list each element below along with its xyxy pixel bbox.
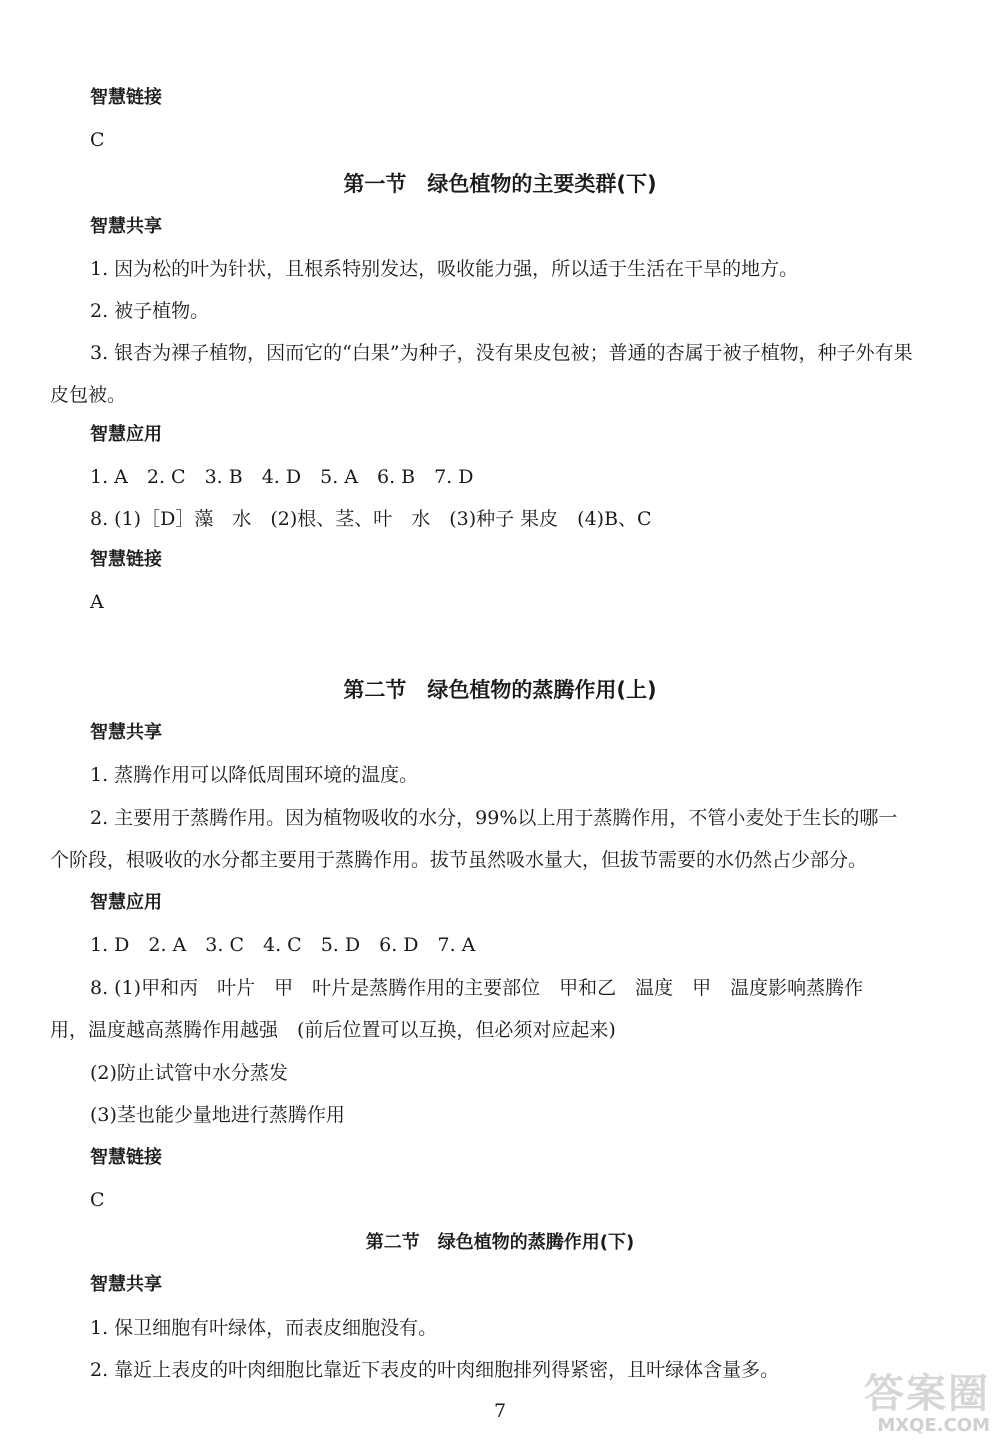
section-title: 第二节 绿色植物的蒸腾作用(下) [365, 1232, 635, 1253]
answer-text: 8. (1)甲和丙 叶片 甲 叶片是蒸腾作用的主要部位 甲和乙 温度 甲 温度影响蒸腾作 [90, 977, 864, 999]
answer-text: 1. 保卫细胞有叶绿体，而表皮细胞没有。 [90, 1317, 438, 1339]
answer-text: 皮包被。 [50, 384, 127, 406]
answer-text: 2. 靠近上表皮的叶肉细胞比靠近下表皮的叶肉细胞排列得紧密，且叶绿体含量多。 [90, 1359, 780, 1381]
section-heading-apply: 智慧应用 [90, 424, 162, 445]
answer-text: 个阶段，根吸收的水分都主要用于蒸腾作用。拔节虽然吸水量大，但拔节需要的水仍然占少部分。 [50, 849, 868, 871]
answer-text: 用，温度越高蒸腾作用越强 (前后位置可以互换，但必须对应起来) [50, 1019, 616, 1041]
answer-text: 1. D 2. A 3. C 4. C 5. D 6. D 7. A [90, 934, 476, 956]
answer-text: 1. A 2. C 3. B 4. D 5. A 6. B 7. D [90, 466, 474, 488]
answer-text: (2)防止试管中水分蒸发 [90, 1062, 288, 1084]
answer-text: 1. 因为松的叶为针状，且根系特别发达，吸收能力强，所以适于生活在干旱的地方。 [90, 258, 799, 280]
watermark [810, 1372, 990, 1438]
answer-text: C [90, 1189, 105, 1211]
section-heading-link: 智慧链接 [90, 549, 162, 570]
answer-text: C [90, 129, 105, 151]
section-heading-share: 智慧共享 [90, 722, 162, 743]
answer-text: A [90, 591, 104, 613]
answer-text: 8. (1)［D］藻 水 (2)根、茎、叶 水 (3)种子 果皮 (4)B、C [90, 508, 652, 530]
answer-text: 2. 被子植物。 [90, 300, 210, 322]
answer-text: 1. 蒸腾作用可以降低周围环境的温度。 [90, 764, 419, 786]
section-heading-link: 智慧链接 [90, 1147, 162, 1168]
section-heading-link: 智慧链接 [90, 87, 162, 108]
section-heading-share: 智慧共享 [90, 1274, 162, 1295]
section-title: 第二节 绿色植物的蒸腾作用(上) [343, 678, 657, 702]
watermark-logo: 答案圈 [864, 1371, 990, 1417]
page-number: 7 [493, 1400, 507, 1422]
answer-text: 3. 银杏为裸子植物，因而它的“白果”为种子，没有果皮包被；普通的杏属于被子植物，种子外有果 [90, 342, 913, 364]
answer-text: (3)茎也能少量地进行蒸腾作用 [90, 1104, 345, 1126]
section-title: 第一节 绿色植物的主要类群(下) [343, 172, 657, 196]
section-heading-apply: 智慧应用 [90, 892, 162, 913]
answer-text: 2. 主要用于蒸腾作用。因为植物吸收的水分，99%以上用于蒸腾作用，不管小麦处于生长的哪一 [90, 807, 898, 829]
watermark-url: MXQE.COM [877, 1415, 990, 1436]
section-heading-share: 智慧共享 [90, 216, 162, 237]
